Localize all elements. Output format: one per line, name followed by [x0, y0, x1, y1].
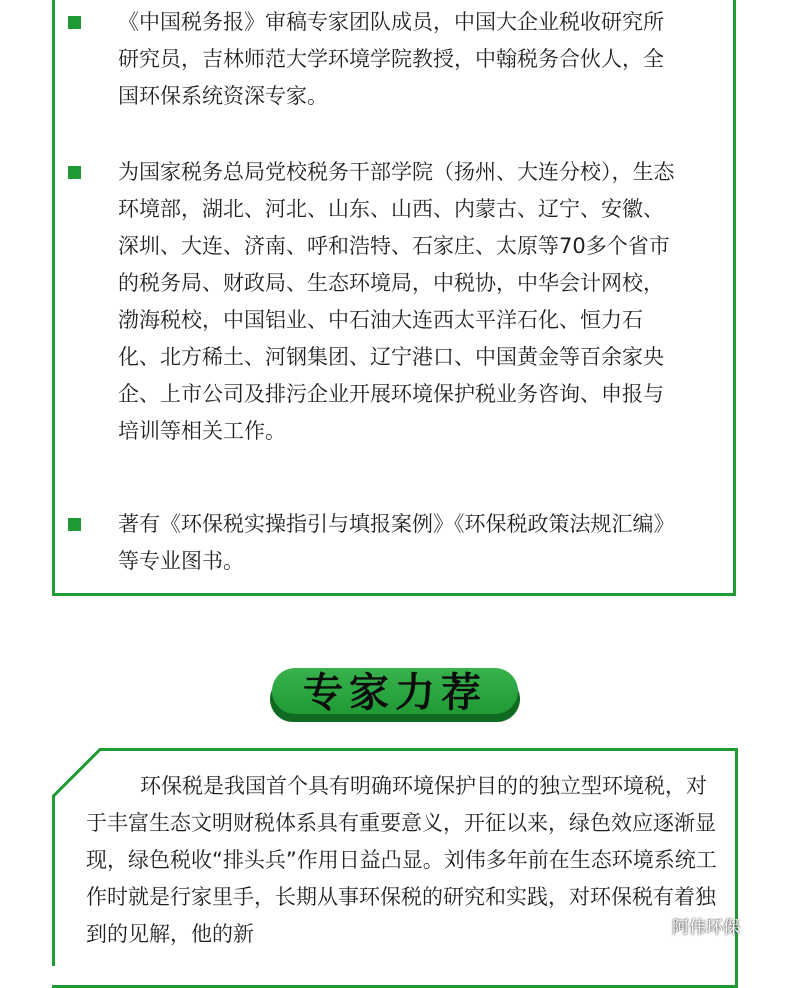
section-title: 专家力荐	[303, 669, 487, 716]
bio-item-text: 《中国税务报》审稿专家团队成员，中国大企业税收研究所研究员，吉林师范大学环境学院教授，中翰税务合伙人，全国环保系统资深专家。	[118, 10, 664, 108]
bio-item-consulting	[68, 154, 680, 450]
square-bullet-icon	[68, 166, 81, 179]
wechat-icon	[640, 914, 666, 936]
section-title-badge	[270, 668, 520, 722]
square-bullet-icon	[68, 16, 81, 29]
bio-item-publications	[68, 506, 680, 580]
watermark	[640, 910, 780, 940]
watermark-text: 阿伟环保	[672, 917, 740, 938]
bio-item-membership	[68, 4, 680, 115]
recommendation-text: 环保税是我国首个具有明确环境保护目的的独立型环境税，对于丰富生态文明财税体系具有重要意义，开征以来，绿色效应逐渐显现，绿色税收“排头兵”作用日益凸显。刘伟多年前在生态环境系统工作时就是行家里手，长期从事环保税的研究和实践，对环保税有着独到的见解，他的新	[86, 774, 717, 946]
bio-item-text: 为国家税务总局党校税务干部学院（扬州、大连分校），生态环境部，湖北、河北、山东、山西、内蒙古、辽宁、安徽、深圳、大连、济南、呼和浩特、石家庄、太原等70多个省市的税务局、财政局、生态环境局，中税协，中华会计网校，渤海税校，中国铝业、中石油大连西太平洋石化、恒力石化、北方稀土、河钢集团、辽宁港口、中国黄金等百余家央企、上市公司及排污企业开展环境保护税业务咨询、申报与培训等相关工作。	[118, 160, 675, 443]
bio-item-text: 著有《环保税实操指引与填报案例》《环保税政策法规汇编》等专业图书。	[118, 512, 675, 573]
square-bullet-icon	[68, 518, 81, 531]
